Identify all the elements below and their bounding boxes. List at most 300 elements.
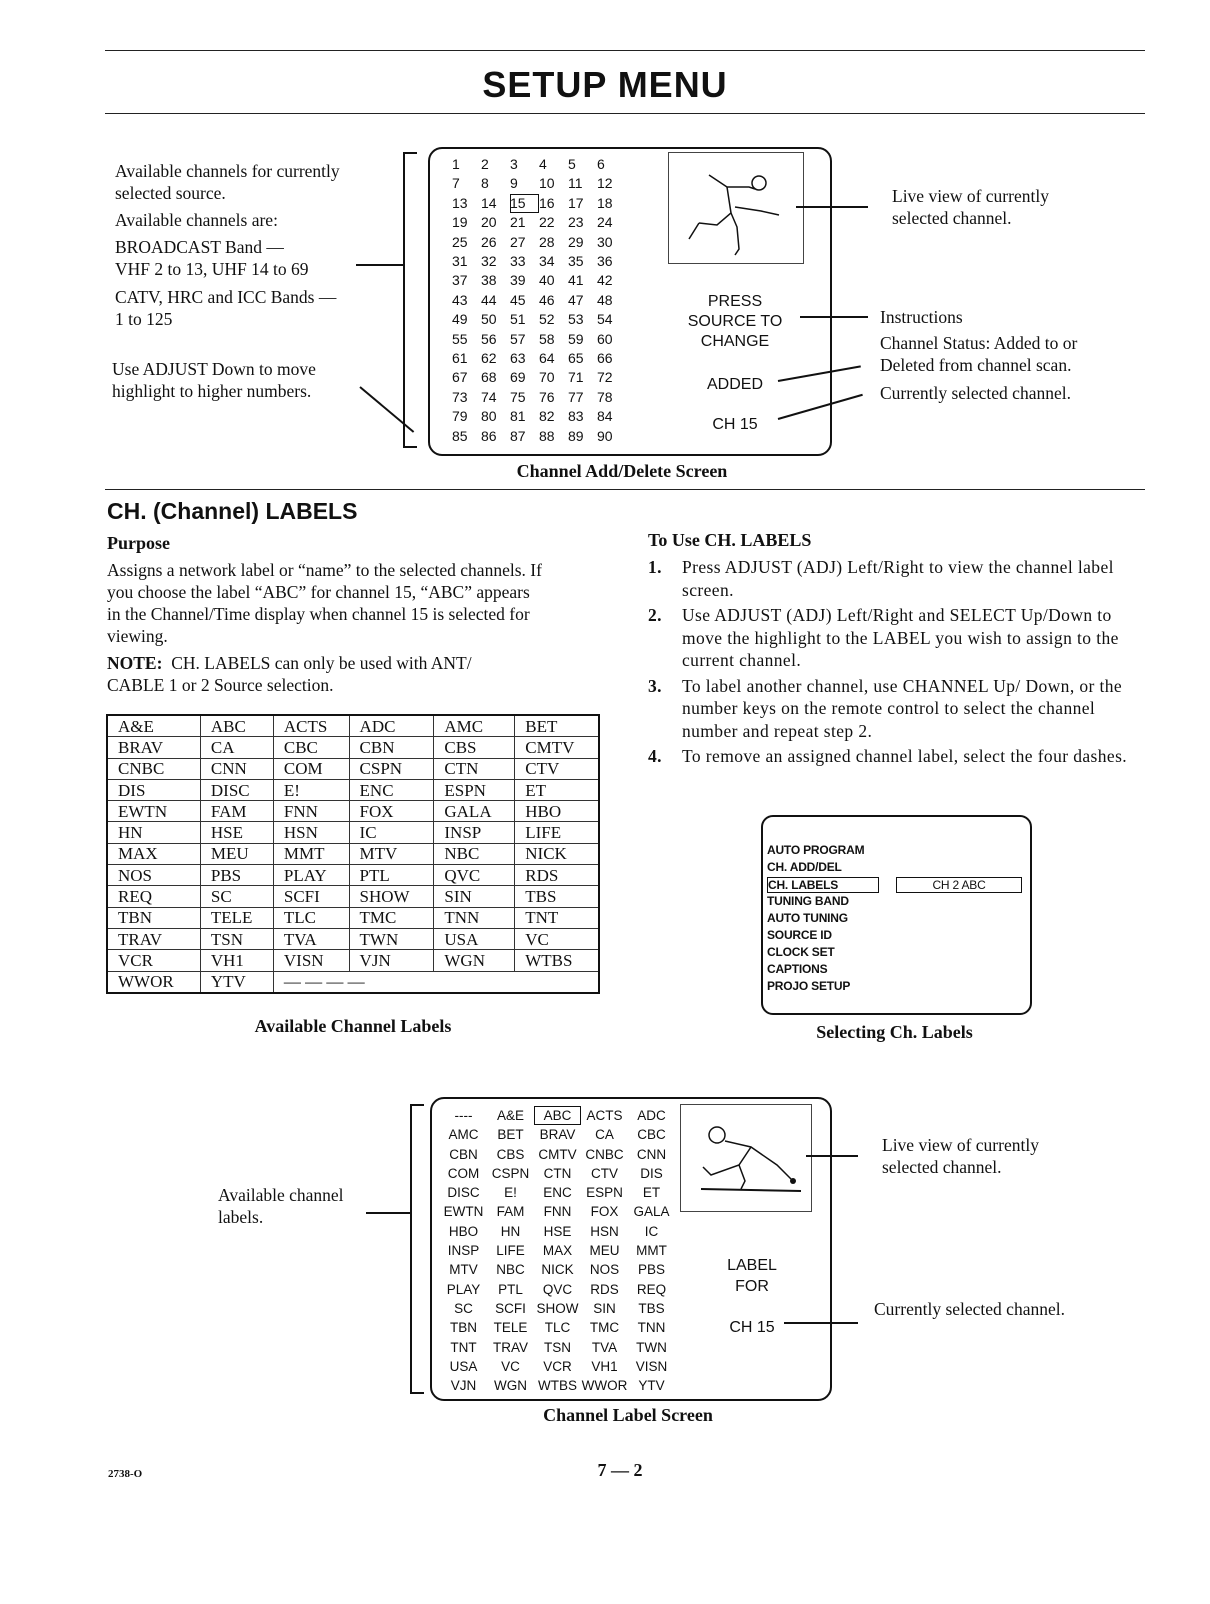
channel-label-option[interactable]: TNN [637, 1320, 666, 1336]
channel-number[interactable]: 40 [539, 272, 555, 289]
table-cell: — — — — [273, 971, 599, 993]
osd-label: LABEL [727, 1257, 777, 1274]
pointer-line [784, 1322, 858, 1324]
table-cell: SHOW [349, 886, 434, 907]
step-number: 2. [648, 605, 662, 625]
table-cell: ADC [349, 715, 434, 737]
channel-label-option[interactable]: LIFE [496, 1243, 525, 1259]
table-cell: MAX [107, 843, 200, 864]
channel-number[interactable]: 9 [510, 175, 518, 192]
channel-number[interactable]: 59 [568, 330, 584, 347]
table-cell: A&E [107, 715, 200, 737]
channel-label-option[interactable]: TMC [589, 1320, 620, 1336]
channel-number[interactable]: 73 [452, 388, 468, 405]
channel-number[interactable]: 23 [568, 214, 584, 231]
channel-number[interactable]: 63 [510, 350, 526, 367]
channel-number[interactable]: 77 [568, 388, 584, 405]
channel-label-option[interactable]: NICK [541, 1262, 574, 1278]
channel-number[interactable]: 62 [481, 350, 497, 367]
table-cell: WWOR [107, 971, 200, 993]
channel-label-option[interactable]: TVA [591, 1339, 618, 1355]
channel-label-option[interactable]: CBC [637, 1127, 666, 1143]
channel-label-option[interactable]: TBN [450, 1320, 477, 1336]
channel-number[interactable]: 82 [539, 408, 555, 425]
channel-label-option[interactable]: EWTN [443, 1204, 484, 1220]
channel-label-option[interactable]: TNT [450, 1339, 477, 1355]
channel-label-option[interactable]: DISC [447, 1185, 480, 1201]
table-cell: HBO [515, 801, 599, 822]
channel-number[interactable]: 52 [539, 311, 555, 328]
channel-label-option[interactable]: TBS [638, 1300, 665, 1316]
channel-number[interactable]: 45 [510, 291, 526, 308]
channel-number[interactable]: 17 [568, 194, 584, 211]
table-cell: TBS [515, 886, 599, 907]
channel-label-option[interactable]: BET [497, 1127, 524, 1143]
channel-number[interactable]: 58 [539, 330, 555, 347]
channel-label-option[interactable]: WGN [494, 1378, 527, 1394]
table-cell: HSN [273, 822, 349, 843]
pointer-line [796, 206, 868, 208]
note-line: CATV, HRC and ICC Bands — [115, 287, 337, 307]
channel-number[interactable]: 44 [481, 291, 497, 308]
step-item [648, 556, 1144, 601]
table-cell: E! [273, 779, 349, 800]
channel-label-option[interactable]: GALA [633, 1204, 670, 1220]
live-view-frame [680, 1104, 812, 1212]
channel-number[interactable]: 90 [597, 427, 613, 444]
section-rule [105, 489, 1145, 490]
channel-number[interactable]: 16 [539, 194, 555, 211]
channel-number[interactable]: 19 [452, 214, 468, 231]
table-cell: ABC [200, 715, 273, 737]
table-cell: COM [273, 758, 349, 779]
channel-label-option[interactable]: CNN [636, 1146, 667, 1162]
channel-number[interactable]: 43 [452, 291, 468, 308]
channel-label-option[interactable]: A&E [496, 1108, 524, 1123]
channel-number[interactable]: 27 [510, 233, 526, 250]
menu-item-source-id[interactable]: SOURCE ID [767, 928, 832, 942]
live-view-frame [668, 152, 804, 264]
table-cell: NOS [107, 865, 200, 886]
channel-label-option[interactable]: CSPN [491, 1165, 530, 1181]
channel-label-option[interactable]: COM [447, 1165, 480, 1181]
channel-number[interactable]: 20 [481, 214, 497, 231]
channel-label-option[interactable]: TSN [544, 1339, 571, 1355]
note-status: Channel Status: Added to or [880, 333, 1078, 353]
channel-number[interactable]: 47 [568, 291, 584, 308]
channel-label-option[interactable]: FOX [590, 1204, 619, 1220]
table-cell: GALA [434, 801, 515, 822]
table-cell: INSP [434, 822, 515, 843]
channel-number[interactable]: 13 [452, 194, 468, 211]
channel-number[interactable]: 3 [510, 156, 518, 172]
channel-number[interactable]: 1 [452, 156, 460, 172]
channel-label-option[interactable]: HSE [543, 1223, 572, 1239]
note-status: Deleted from channel scan. [880, 355, 1072, 375]
table-cell: ACTS [273, 715, 349, 737]
table-cell: TSN [200, 928, 273, 949]
channel-label-option[interactable]: MTV [449, 1262, 478, 1278]
channel-label-option[interactable]: SC [454, 1300, 473, 1316]
channel-number[interactable]: 51 [510, 311, 526, 328]
channel-label-option[interactable]: PBS [637, 1262, 665, 1278]
channel-grid [452, 155, 626, 446]
table-cell: SC [200, 886, 273, 907]
channel-label-option[interactable]: CTV [591, 1165, 618, 1181]
channel-label-option[interactable]: BRAV [539, 1127, 576, 1143]
channel-label-option[interactable]: FNN [543, 1204, 572, 1220]
channel-number[interactable]: 26 [481, 233, 497, 250]
channel-number[interactable]: 61 [452, 350, 468, 367]
purpose-line: in the Channel/Time display when channel 15 is selected for [107, 604, 530, 624]
step-item [648, 745, 1144, 768]
channel-label-option[interactable]: ABC [534, 1106, 581, 1125]
table-cell: REQ [107, 886, 200, 907]
channel-number[interactable]: 38 [481, 272, 497, 289]
channel-label-option[interactable]: CA [595, 1127, 614, 1143]
channel-label-option[interactable]: NOS [589, 1262, 620, 1278]
channel-label-option[interactable]: ADC [637, 1108, 666, 1123]
table-row [107, 801, 599, 822]
channel-label-option[interactable]: VCR [543, 1358, 572, 1374]
table-cell: WGN [434, 950, 515, 971]
table-cell: ESPN [434, 779, 515, 800]
channel-label-option[interactable]: WTBS [538, 1378, 577, 1394]
channel-label-option[interactable]: SCFI [495, 1300, 526, 1316]
channel-number[interactable]: 64 [539, 350, 555, 367]
purpose-heading: Purpose [107, 533, 170, 553]
channel-label-option[interactable]: WWOR [581, 1378, 628, 1394]
channel-number[interactable]: 4 [539, 156, 547, 172]
note-live: selected channel. [882, 1157, 1002, 1177]
table-cell: CNBC [107, 758, 200, 779]
channel-label-option[interactable]: HBO [448, 1223, 479, 1239]
channel-number[interactable]: 12 [597, 175, 613, 192]
table-row [107, 971, 599, 993]
channel-label-option[interactable]: MEU [589, 1243, 620, 1259]
channel-number[interactable]: 2 [481, 156, 489, 172]
channel-number[interactable]: 81 [510, 408, 526, 425]
note-available-labels: Available channel [218, 1185, 344, 1205]
menu-item-tuning-band[interactable]: TUNING BAND [767, 894, 849, 908]
channel-label-option[interactable]: USA [449, 1358, 478, 1374]
channel-number[interactable]: 67 [452, 369, 468, 386]
channel-number[interactable]: 37 [452, 272, 468, 289]
table-cell: CBC [273, 737, 349, 758]
channel-number[interactable]: 14 [481, 194, 497, 211]
channel-label-option[interactable]: ESPN [586, 1185, 623, 1201]
table-cell: PLAY [273, 865, 349, 886]
table-cell: DISC [200, 779, 273, 800]
channel-label-option[interactable]: REQ [636, 1281, 667, 1297]
channel-number[interactable]: 60 [597, 330, 613, 347]
channel-number[interactable]: 56 [481, 330, 497, 347]
channel-number[interactable]: 18 [597, 194, 613, 211]
channel-number[interactable]: 30 [597, 233, 613, 250]
skier-figure-icon [681, 1105, 811, 1211]
table-cell: CSPN [349, 758, 434, 779]
table-cell: CTV [515, 758, 599, 779]
channel-label-option[interactable]: IC [644, 1223, 659, 1239]
table-cell: MTV [349, 843, 434, 864]
setup-menu-screen [761, 815, 1032, 1015]
channel-label-option[interactable]: TRAV [492, 1339, 528, 1355]
table-cell: TBN [107, 907, 200, 928]
channel-number[interactable]: 6 [597, 156, 605, 172]
step-text: Use ADJUST (ADJ) Left/Right and SELECT Up/Down to move the highlight to the LABEL you wish to assign to the current channel. [682, 605, 1119, 670]
table-cell: CTN [434, 758, 515, 779]
channel-number[interactable]: 53 [568, 311, 584, 328]
channel-number[interactable]: 75 [510, 388, 526, 405]
channel-label-option[interactable]: HN [500, 1223, 521, 1239]
channel-label-option[interactable]: TWN [636, 1339, 667, 1355]
channel-number[interactable]: 88 [539, 427, 555, 444]
note-live: Live view of currently [892, 186, 1049, 206]
table-cell: VH1 [200, 950, 273, 971]
channel-label-option[interactable]: ET [642, 1185, 661, 1201]
channel-label-option[interactable]: YTV [638, 1378, 665, 1394]
section-heading: CH. (Channel) LABELS [107, 498, 358, 524]
note-line [107, 652, 472, 675]
title-rule [105, 113, 1145, 114]
channel-label-option[interactable]: QVC [542, 1281, 573, 1297]
table-cell: TNN [434, 907, 515, 928]
channel-label-option[interactable]: CNBC [585, 1146, 624, 1162]
table-cell: MMT [273, 843, 349, 864]
note-text: CH. LABELS can only be used with ANT/ [171, 653, 472, 673]
channel-number[interactable]: 76 [539, 388, 555, 405]
channel-number[interactable]: 21 [510, 214, 526, 231]
table-cell: VC [515, 928, 599, 949]
table-cell: HSE [200, 822, 273, 843]
channel-number[interactable]: 54 [597, 311, 613, 328]
step-number: 1. [648, 557, 662, 577]
menu-item-clock-set[interactable]: CLOCK SET [767, 945, 835, 959]
channel-number[interactable]: 25 [452, 233, 468, 250]
menu-item-auto-program[interactable]: AUTO PROGRAM [767, 843, 865, 857]
channel-label-option[interactable]: ENC [543, 1185, 572, 1201]
table-caption: Available Channel Labels [254, 1016, 452, 1036]
channel-label-option[interactable]: INSP [447, 1243, 480, 1259]
osd-press: SOURCE TO [687, 313, 783, 330]
table-cell: VCR [107, 950, 200, 971]
channel-label-option[interactable]: HSN [590, 1223, 619, 1239]
channel-number[interactable]: 72 [597, 369, 613, 386]
channel-number[interactable]: 84 [597, 408, 613, 425]
channel-label-option[interactable]: CMTV [538, 1146, 577, 1162]
table-cell: NICK [515, 843, 599, 864]
table-row [107, 843, 599, 864]
table-cell: TLC [273, 907, 349, 928]
channel-number[interactable]: 66 [597, 350, 613, 367]
channel-label-option[interactable]: CTN [543, 1165, 572, 1181]
channel-number[interactable]: 70 [539, 369, 555, 386]
channel-number[interactable]: 34 [539, 253, 555, 270]
channel-number[interactable]: 50 [481, 311, 497, 328]
channel-number[interactable]: 46 [539, 291, 555, 308]
channel-number[interactable]: 80 [481, 408, 497, 425]
page-number: 7 — 2 [597, 1460, 643, 1480]
channel-label-option[interactable]: PLAY [446, 1281, 481, 1297]
channel-number[interactable]: 32 [481, 253, 497, 270]
table-cell: TNT [515, 907, 599, 928]
channel-number[interactable]: 74 [481, 388, 497, 405]
channel-number[interactable]: 39 [510, 272, 526, 289]
channel-number[interactable]: 57 [510, 330, 526, 347]
step-text: To remove an assigned channel label, select the four dashes. [682, 746, 1128, 766]
note-line: 1 to 125 [115, 309, 173, 329]
channel-label-option[interactable]: VJN [450, 1378, 477, 1394]
table-cell: USA [434, 928, 515, 949]
channel-label-option[interactable]: TLC [544, 1320, 571, 1336]
channel-number[interactable]: 33 [510, 253, 526, 270]
table-row [107, 758, 599, 779]
table-cell: FAM [200, 801, 273, 822]
channel-number[interactable]: 5 [568, 156, 576, 172]
table-cell: ENC [349, 779, 434, 800]
channel-number[interactable]: 15 [510, 194, 539, 213]
channel-number[interactable]: 29 [568, 233, 584, 250]
osd-status: ADDED [706, 376, 763, 393]
menu-ch-labels-value: CH 2 ABC [896, 877, 1022, 893]
menu-item-ch-add-del[interactable]: CH. ADD/DEL [767, 860, 842, 874]
menu-item-ch-labels[interactable]: CH. LABELS [767, 877, 879, 893]
channel-number[interactable]: 71 [568, 369, 584, 386]
table-cell: YTV [200, 971, 273, 993]
channel-label-option[interactable]: ACTS [586, 1108, 623, 1123]
table-row [107, 928, 599, 949]
menu-caption: Selecting Ch. Labels [816, 1022, 973, 1042]
channel-number[interactable]: 7 [452, 175, 460, 192]
step-text: To label another channel, use CHANNEL Up/ Down, or the number keys on the remote control to select the channel number and repeat step 2. [682, 675, 1123, 741]
osd-channel: CH 15 [729, 1319, 775, 1336]
channel-label-option[interactable]: RDS [590, 1281, 619, 1297]
channel-number[interactable]: 22 [539, 214, 555, 231]
channel-number[interactable]: 31 [452, 253, 468, 270]
table-row [107, 737, 599, 758]
channel-label-option[interactable]: TELE [493, 1320, 528, 1336]
channel-number[interactable]: 87 [510, 427, 526, 444]
purpose-line: you choose the label “ABC” for channel 15, “ABC” appears [107, 582, 530, 602]
table-cell: FNN [273, 801, 349, 822]
channel-number[interactable]: 10 [539, 175, 555, 192]
channel-number[interactable]: 78 [597, 388, 613, 405]
table-cell: PTL [349, 865, 434, 886]
channel-label-option[interactable]: VISN [635, 1358, 668, 1374]
channel-number[interactable]: 24 [597, 214, 613, 231]
screen-bracket [403, 152, 417, 448]
channel-label-option[interactable]: FAM [496, 1204, 525, 1220]
page-title: SETUP MENU [482, 64, 728, 105]
menu-item-captions[interactable]: CAPTIONS [767, 962, 828, 976]
menu-item-projo-setup[interactable]: PROJO SETUP [767, 979, 851, 993]
skater-figure-icon [669, 153, 803, 263]
channel-label-option[interactable]: MMT [636, 1243, 667, 1259]
note-line: CABLE 1 or 2 Source selection. [107, 675, 334, 695]
channel-label-option[interactable]: CBN [449, 1146, 478, 1162]
table-row [107, 886, 599, 907]
table-cell: NBC [434, 843, 515, 864]
channel-label-option[interactable]: NBC [496, 1262, 525, 1278]
channel-number[interactable]: 55 [452, 330, 468, 347]
table-cell: EWTN [107, 801, 200, 822]
fig1-caption: Channel Add/Delete Screen [516, 461, 728, 481]
channel-number[interactable]: 11 [568, 175, 583, 192]
channel-number[interactable]: 65 [568, 350, 584, 367]
step-item [648, 675, 1144, 743]
channel-label-option[interactable]: CBS [496, 1146, 525, 1162]
table-cell: TELE [200, 907, 273, 928]
channel-number[interactable]: 69 [510, 369, 526, 386]
table-cell: TMC [349, 907, 434, 928]
purpose-line: Assigns a network label or “name” to the selected channels. If [107, 560, 542, 580]
channel-label-option[interactable]: ---- [454, 1108, 473, 1123]
pointer-line [800, 316, 868, 318]
table-cell: RDS [515, 865, 599, 886]
table-cell: VJN [349, 950, 434, 971]
step-number: 3. [648, 675, 662, 696]
channel-label-option[interactable]: AMC [448, 1127, 479, 1143]
channel-number[interactable]: 41 [568, 272, 584, 289]
steps-list [648, 556, 1144, 771]
channel-labels-table [106, 714, 600, 994]
table-row [107, 715, 599, 737]
channel-number[interactable]: 86 [481, 427, 497, 444]
channel-number[interactable]: 85 [452, 427, 468, 444]
channel-number[interactable]: 28 [539, 233, 555, 250]
note-line: BROADCAST Band — [115, 237, 284, 257]
note-line: selected source. [115, 183, 226, 203]
step-number: 4. [648, 746, 662, 766]
osd-channel: CH 15 [712, 416, 758, 433]
channel-label-option[interactable]: VC [501, 1358, 520, 1374]
note-label: NOTE: [107, 653, 163, 673]
table-cell: AMC [434, 715, 515, 737]
channel-label-option[interactable]: PTL [498, 1281, 523, 1297]
channel-number[interactable]: 89 [568, 427, 584, 444]
use-heading: To Use CH. LABELS [648, 530, 812, 550]
menu-item-auto-tuning[interactable]: AUTO TUNING [767, 911, 848, 925]
channel-label-option[interactable]: SHOW [536, 1300, 579, 1316]
channel-number[interactable]: 49 [452, 311, 468, 328]
channel-label-option[interactable]: SIN [593, 1300, 616, 1316]
fig3-caption: Channel Label Screen [543, 1405, 713, 1425]
channel-number[interactable]: 48 [597, 291, 613, 308]
pointer-line [806, 1155, 858, 1157]
note-line: Available channels are: [115, 210, 278, 230]
note-line: Use ADJUST Down to move [112, 359, 316, 379]
table-cell: SIN [434, 886, 515, 907]
top-rule [105, 50, 1145, 51]
channel-number[interactable]: 83 [568, 408, 584, 425]
screen-bracket [410, 1104, 424, 1394]
channel-label-option[interactable]: MAX [542, 1243, 573, 1259]
channel-label-option[interactable]: E! [504, 1185, 517, 1201]
channel-number[interactable]: 35 [568, 253, 584, 270]
note-line: VHF 2 to 13, UHF 14 to 69 [115, 259, 309, 279]
channel-number[interactable]: 68 [481, 369, 497, 386]
channel-number[interactable]: 42 [597, 272, 613, 289]
channel-label-option[interactable]: DIS [640, 1165, 663, 1181]
channel-number[interactable]: 8 [481, 175, 489, 192]
channel-number[interactable]: 79 [452, 408, 468, 425]
channel-number[interactable]: 36 [597, 253, 613, 270]
note-instructions: Instructions [880, 307, 963, 327]
pointer-line [366, 1212, 410, 1214]
table-cell: TVA [273, 928, 349, 949]
table-cell: CMTV [515, 737, 599, 758]
channel-label-option[interactable]: VH1 [591, 1358, 618, 1374]
